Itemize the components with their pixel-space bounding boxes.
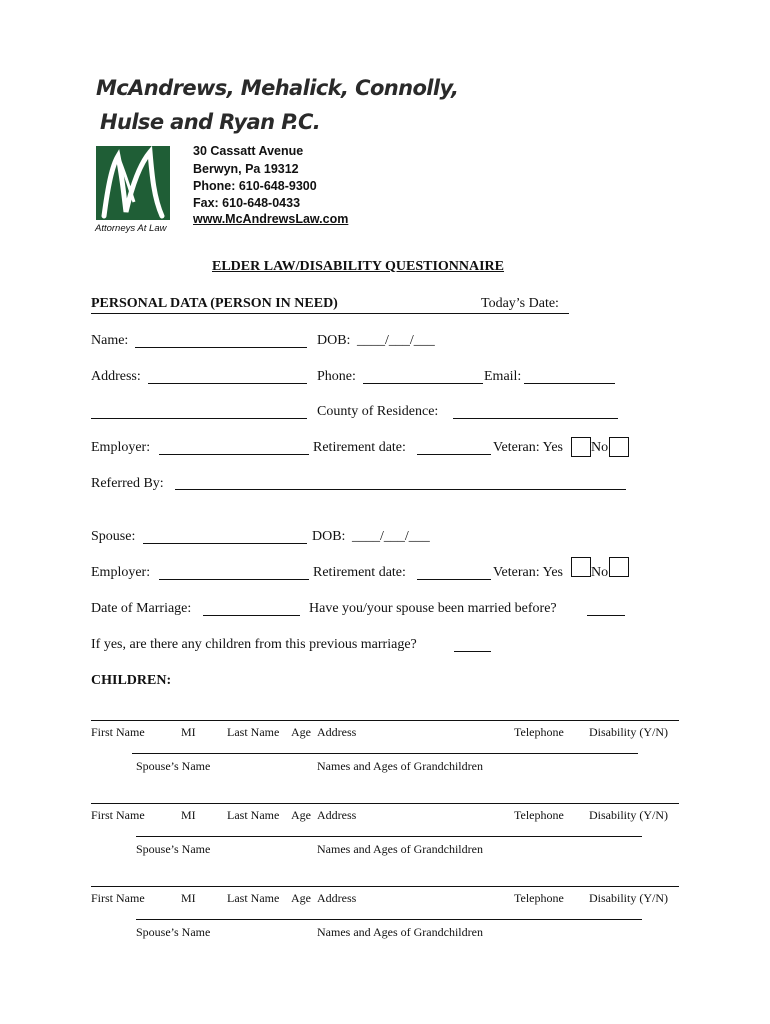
married-before-label: Have you/your spouse been married before? — [309, 601, 557, 616]
child-disability-label: Disability (Y/N) — [589, 725, 668, 739]
firm-website-link[interactable]: www.McAndrewsLaw.com — [193, 212, 349, 226]
child-spouse-name-label: Spouse’s Name — [136, 759, 211, 773]
email-label: Email: — [484, 369, 522, 384]
child-telephone-label: Telephone — [514, 808, 564, 822]
name-field[interactable] — [135, 347, 307, 348]
child-grandchildren-label: Names and Ages of Grandchildren — [317, 759, 483, 773]
child-age-label: Age — [291, 725, 311, 739]
retirement-field[interactable] — [417, 454, 491, 455]
employer-label: Employer: — [91, 440, 151, 455]
name-label: Name: — [91, 333, 129, 348]
veteran-no-checkbox[interactable] — [609, 437, 629, 457]
children-heading: CHILDREN: — [91, 673, 172, 688]
child-last-name-label: Last Name — [227, 891, 280, 905]
spouse-label: Spouse: — [91, 529, 136, 544]
child-mi-label: MI — [181, 725, 196, 739]
spouse-veteran-no-checkbox[interactable] — [609, 557, 629, 577]
firm-address: 30 Cassatt Avenue — [193, 144, 304, 158]
child-first-name-label: First Name — [91, 725, 145, 739]
child-last-name-label: Last Name — [227, 808, 280, 822]
veteran-no-label: No — [591, 440, 609, 455]
spouse-field[interactable] — [143, 543, 307, 544]
spouse-retirement-field[interactable] — [417, 579, 491, 580]
child-disability-label: Disability (Y/N) — [589, 891, 668, 905]
email-field[interactable] — [524, 383, 615, 384]
child-grandchildren-label: Names and Ages of Grandchildren — [317, 925, 483, 939]
spouse-veteran-no-label: No — [591, 565, 609, 580]
referred-by-field[interactable] — [175, 489, 626, 490]
children-previous-field[interactable] — [454, 651, 491, 652]
address-line2-field[interactable] — [91, 418, 307, 419]
child-mi-label: MI — [181, 808, 196, 822]
child-address-label: Address — [317, 808, 357, 822]
child1-spouse-line[interactable] — [132, 753, 638, 754]
address-field[interactable] — [148, 383, 307, 384]
spouse-employer-label: Employer: — [91, 565, 151, 580]
child-address-label: Address — [317, 891, 357, 905]
child-first-name-label: First Name — [91, 891, 145, 905]
date-of-marriage-label: Date of Marriage: — [91, 601, 192, 616]
child-last-name-label: Last Name — [227, 725, 280, 739]
todays-date-label: Today’s Date: — [481, 296, 559, 311]
form-title: ELDER LAW/DISABILITY QUESTIONNAIRE — [212, 259, 505, 274]
phone-label: Phone: — [317, 369, 356, 384]
child2-top-line[interactable] — [91, 803, 679, 804]
children-previous-label: If yes, are there any children from this previous marriage? — [91, 637, 417, 652]
firm-logo — [96, 146, 170, 220]
firm-tagline: Attorneys At Law — [95, 223, 167, 234]
retirement-label: Retirement date: — [313, 440, 406, 455]
county-field[interactable] — [453, 418, 618, 419]
spouse-veteran-yes-label: Veteran: Yes — [493, 565, 563, 580]
firm-name-line2: Hulse and Ryan P.C. — [100, 110, 321, 134]
address-label: Address: — [91, 369, 141, 384]
dob-field[interactable]: ____/___/___ — [357, 333, 435, 348]
child-telephone-label: Telephone — [514, 891, 564, 905]
section-personal-underline — [91, 313, 569, 314]
spouse-employer-field[interactable] — [159, 579, 309, 580]
child-grandchildren-label: Names and Ages of Grandchildren — [317, 842, 483, 856]
firm-fax: Fax: 610-648-0433 — [193, 196, 301, 210]
child2-spouse-line[interactable] — [136, 836, 642, 837]
child3-spouse-line[interactable] — [136, 919, 642, 920]
child-first-name-label: First Name — [91, 808, 145, 822]
child-telephone-label: Telephone — [514, 725, 564, 739]
date-of-marriage-field[interactable] — [203, 615, 300, 616]
referred-by-label: Referred By: — [91, 476, 164, 491]
firm-phone: Phone: 610-648-9300 — [193, 179, 317, 193]
child-mi-label: MI — [181, 891, 196, 905]
firm-city: Berwyn, Pa 19312 — [193, 162, 299, 176]
child-disability-label: Disability (Y/N) — [589, 808, 668, 822]
spouse-veteran-yes-checkbox[interactable] — [571, 557, 591, 577]
spouse-retirement-label: Retirement date: — [313, 565, 406, 580]
dob-label: DOB: — [317, 333, 351, 348]
child-age-label: Age — [291, 891, 311, 905]
employer-field[interactable] — [159, 454, 309, 455]
veteran-yes-label: Veteran: Yes — [493, 440, 563, 455]
veteran-yes-checkbox[interactable] — [571, 437, 591, 457]
county-label: County of Residence: — [317, 404, 439, 419]
child1-top-line[interactable] — [91, 720, 679, 721]
child-address-label: Address — [317, 725, 357, 739]
married-before-field[interactable] — [587, 615, 625, 616]
firm-name-line1: McAndrews, Mehalick, Connolly, — [96, 76, 459, 100]
phone-field[interactable] — [363, 383, 483, 384]
logo-m-icon — [96, 146, 170, 220]
child-spouse-name-label: Spouse’s Name — [136, 842, 211, 856]
child3-top-line[interactable] — [91, 886, 679, 887]
spouse-dob-field[interactable]: ____/___/___ — [352, 529, 430, 544]
child-age-label: Age — [291, 808, 311, 822]
child-spouse-name-label: Spouse’s Name — [136, 925, 211, 939]
section-personal-heading: PERSONAL DATA (PERSON IN NEED) — [91, 296, 338, 311]
spouse-dob-label: DOB: — [312, 529, 346, 544]
